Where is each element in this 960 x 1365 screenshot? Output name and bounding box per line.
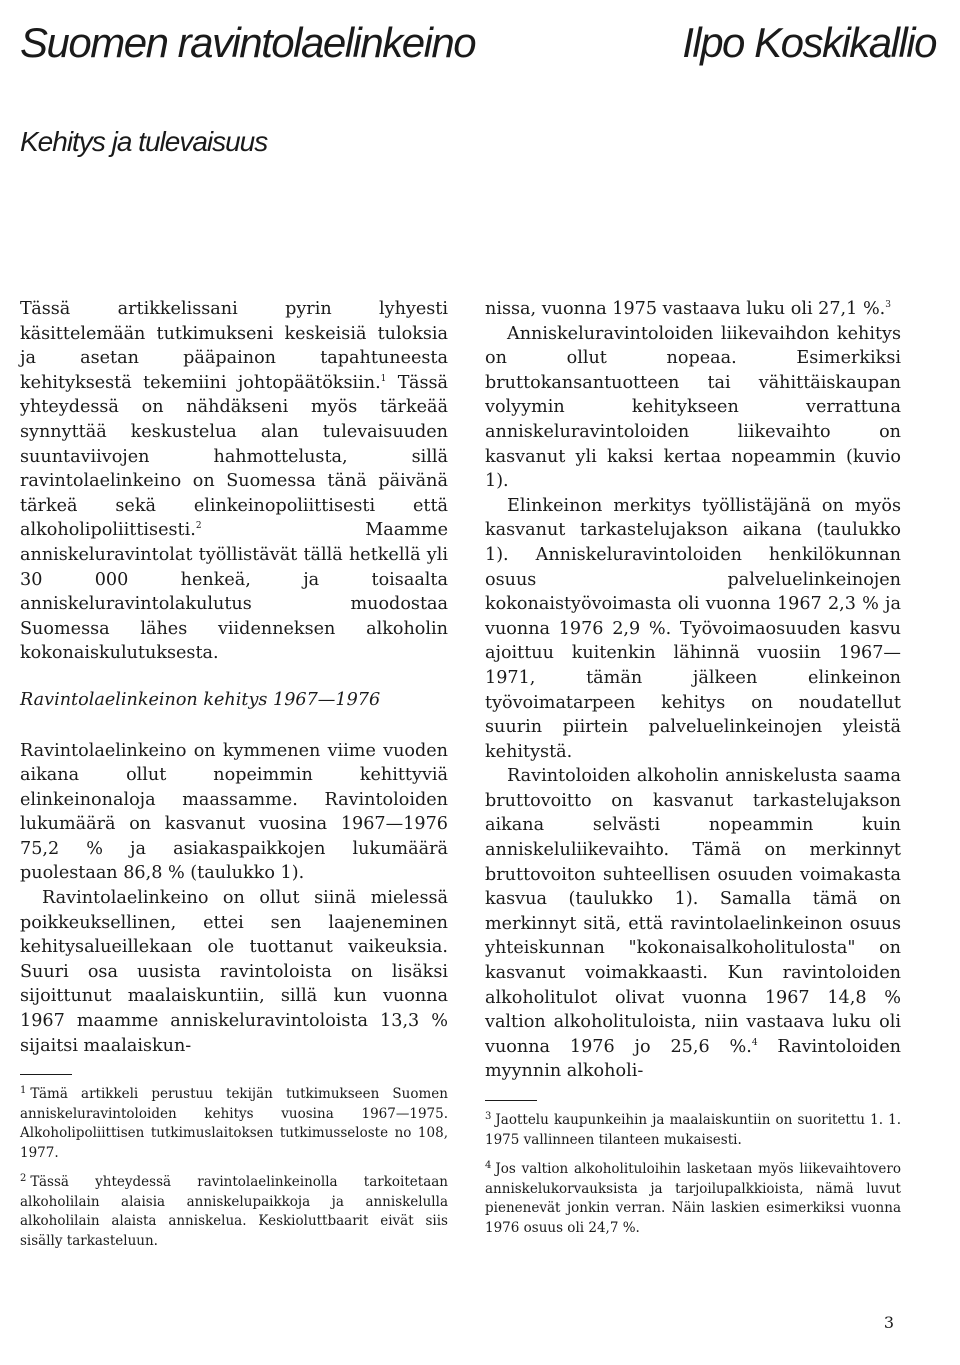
body-paragraph: Ravintoloiden alkoholin anniskelusta saama bruttovoitto on kasvanut tarkastelujakson aikana selvästi nopeammin kuin anniskeluliikevaihto. Tämä on merkinnyt bruttovoiton suhteellisen osuuden voimakasta kasvua (taulukko 1). Samalla tämä on merkinnyt sitä, että ravintolaelinkeinon osuus yhteiskunnan "kokonaisalkoholitulosta" on kasvanut voimakkaasti. Kun ravintoloiden alkoholitulot olivat vuonna 1967 14,8 % valtion alkoholituloista, niin vastaava luku oli vuonna 1976 jo 25,6 %.$^4$ Ravintoloiden myynnin alkoholi- [485, 766, 901, 1082]
intro-paragraph: Tässä artikkelissani pyrin lyhyesti käsittelemään tutkimukseni keskeisiä tuloksia ja asetan pääpainon tapahtuneesta kehityksestä tekemiini johtopäätöksiin.$^1$ Tässä yhteydessä on nähdäkseni myös tärkeää synnyttää keskustelua alan tulevaisuuden suuntaviivojen hahmottelusta, sillä ravintolaelinkeino on Suomessa tänä päivänä tärkeä sekä elinkeinopoliittisesti että alkoholipoliittisesti.$^2$ Maamme anniskeluravintolat työllistävät tällä hetkellä yli 30 000 henkeä, ja toisaalta anniskeluravintolakulutus muodostaa Suomessa lähes viidenneksen alkoholin kokonaiskulutuksesta. [20, 299, 449, 664]
body-paragraph: nissa, vuonna 1975 vastaava luku oli 27,1 %.$^3$ [485, 299, 891, 319]
section-heading: Ravintolaelinkeinon kehitys 1967—1976 [20, 689, 381, 710]
author-name: Ilpo Koskikallio [682, 19, 936, 66]
footnote-divider [20, 1074, 72, 1075]
body-paragraph: Ravintolaelinkeino on ollut siinä mielessä poikkeuksellinen, ettei sen laajeneminen kehitysalueillekaan ole tuottanut vaikeuksia. Suuri osa uusista ravintoloista on lisäksi sijoittunut maalaiskuntiin, sillä kun vuonna 1967 maamme anniskeluravintoloista 13,3 % sijaitsi maalaiskun- [20, 888, 448, 1056]
footnote-divider [485, 1100, 537, 1101]
right-column [485, 297, 901, 1248]
page-number: 3 [883, 1313, 894, 1332]
left-column [20, 297, 448, 1261]
article-title: Suomen ravintolaelinkeino [20, 19, 476, 66]
footnote-ref-3: 3 [885, 300, 891, 310]
body-paragraph: Ravintolaelinkeino on kymmenen viime vuoden aikana ollut nopeimmin kehittyviä elinkeinonaloja maassamme. Ravintoloiden lukumäärä on kasvanut vuosina 1967—1976 75,2 % ja asiakaspaikkojen lukumäärä puolestaan 86,8 % (taulukko 1). [20, 740, 448, 884]
footnote-2: $^2$ Tässä yhteydessä ravintolaelinkeinolla tarkoitetaan alkoholilain alaisia anniskelupaikkoja ja anniskelulla alkoholilain alaista anniskelua. Keskioluttbaarit eivät siis sisälly tarkasteluun. [20, 1173, 448, 1249]
article-subtitle: Kehitys ja tulevaisuus [20, 126, 268, 157]
footnote-4: $^4$ Jos valtion alkoholituloihin lasketaan myös liikevaihtovero anniskelukorvauksista ja tarjoilupalkkioista, nämä luvut pienenevät jonkin verran. Näin laskien esimerkiksi vuonna 1976 osuus oli 24,7 %. [485, 1160, 901, 1236]
footnote-ref-4: 4 [751, 1037, 758, 1048]
body-paragraph: Anniskeluravintoloiden liikevaihdon kehitys on ollut nopeaa. Esimerkiksi bruttokansantuotteen tai vähittäiskaupan volyymin kehitykseen verrattuna anniskeluravintoloiden liikevaihto on kasvanut yli kaksi kertaa nopeammin (kuvio 1). [485, 323, 901, 492]
footnote-1: $^1$ Tämä artikkeli perustuu tekijän tutkimukseen Suomen anniskeluravintoloiden kehitys vuosina 1967—1975. Alkoholipoliittisen tutkimuslaitoksen tutkimusseloste no 108, 1977. [20, 1085, 448, 1161]
footnote-ref-2: 2 [195, 521, 202, 532]
footnote-ref-1: 1 [380, 373, 387, 384]
body-paragraph: Elinkeinon merkitys työllistäjänä on myös kasvanut tarkastelujakson aikana (taulukko 1). Anniskeluravintoloiden henkilökunnan osuus palveluelinkeinojen kokonaistyövoimasta oli vuonna 1967 2,3 % ja vuonna 1976 2,9 %. Työvoimaosuuden kasvu ajoittuu kuitenkin lähinnä vuosiin 1967—1971, tämän jälkeen elinkeinon työvoimatarpeen kehitys on noudatellut suurin piirtein palveluelinkeinojen yleistä kehitystä. [485, 495, 901, 762]
footnote-3: $^3$ Jaottelu kaupunkeihin ja maalaiskuntiin on suoritettu 1. 1. 1975 vallinneen tilanteen mukaisesti. [485, 1111, 901, 1148]
